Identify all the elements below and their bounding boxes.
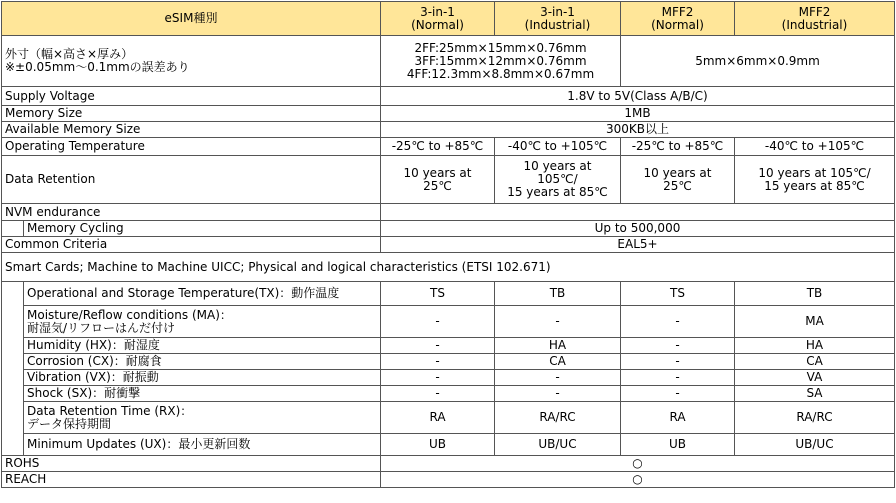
etsi-row-value: TB xyxy=(495,282,621,306)
etsi-row-value: CA xyxy=(495,354,621,370)
etsi-row-value: - xyxy=(381,386,495,402)
etsi-row-value: MA xyxy=(735,306,895,338)
supply-voltage-row xyxy=(2,87,895,106)
etsi-row xyxy=(2,306,895,338)
etsi-row-value: TS xyxy=(381,282,495,306)
data-retention-value: 10 years at 25℃ xyxy=(621,156,735,204)
header-mff2-industrial: MFF2 (Industrial) xyxy=(735,2,895,36)
etsi-row xyxy=(2,402,895,434)
header-esim-type: eSIM種別 xyxy=(2,2,381,36)
reach-value: ○ xyxy=(381,472,895,488)
nvm-endurance-row xyxy=(2,204,895,221)
etsi-row-value: - xyxy=(381,354,495,370)
header-3in1-industrial: 3-in-1 (Industrial) xyxy=(495,2,621,36)
etsi-row xyxy=(2,386,895,402)
etsi-row xyxy=(2,338,895,354)
header-3in1-normal: 3-in-1 (Normal) xyxy=(381,2,495,36)
etsi-row-value: HA xyxy=(735,338,895,354)
supply-voltage-value: 1.8V to 5V(Class A/B/C) xyxy=(381,87,895,106)
etsi-row-value: TB xyxy=(735,282,895,306)
common-criteria-value: EAL5+ xyxy=(381,237,895,253)
memory-cycling-label: Memory Cycling xyxy=(24,221,381,237)
memory-size-row xyxy=(2,106,895,122)
etsi-row-label: Operational and Storage Temperature(TX)：動作温度 xyxy=(24,282,381,306)
rohs-row xyxy=(2,456,895,472)
reach-row xyxy=(2,472,895,488)
etsi-row-value: - xyxy=(495,370,621,386)
dimensions-row xyxy=(2,36,895,87)
common-criteria-row xyxy=(2,237,895,253)
etsi-row-value: VA xyxy=(735,370,895,386)
memory-cycling-row xyxy=(2,221,895,237)
etsi-row-value: RA xyxy=(381,402,495,434)
etsi-row xyxy=(2,282,895,306)
etsi-row-label: Minimum Updates (UX)：最小更新回数 xyxy=(24,434,381,456)
data-retention-value: 10 years at 105℃/ 15 years at 85℃ xyxy=(495,156,621,204)
etsi-row-value: - xyxy=(495,306,621,338)
etsi-row-value: RA/RC xyxy=(735,402,895,434)
esim-spec-table xyxy=(1,1,895,488)
etsi-row-value: RA xyxy=(621,402,735,434)
etsi-row-value: UB xyxy=(381,434,495,456)
nvm-endurance-empty xyxy=(381,204,895,221)
etsi-row-label: Vibration (VX)：耐振動 xyxy=(24,370,381,386)
dimensions-label: 外寸（幅×高さ×厚み） ※±0.05mm～0.1mmの誤差あり xyxy=(2,36,381,87)
rohs-value: ○ xyxy=(381,456,895,472)
available-memory-row xyxy=(2,122,895,138)
supply-voltage-label: Supply Voltage xyxy=(2,87,381,106)
operating-temp-value: -40℃ to +105℃ xyxy=(735,138,895,156)
etsi-row-label: Shock (SX)：耐衝撃 xyxy=(24,386,381,402)
etsi-row xyxy=(2,370,895,386)
etsi-row-label: Corrosion (CX)：耐腐食 xyxy=(24,354,381,370)
indent-cell xyxy=(2,221,24,237)
etsi-heading-row xyxy=(2,253,895,282)
header-row xyxy=(2,2,895,36)
etsi-row-value: - xyxy=(381,370,495,386)
common-criteria-label: Common Criteria xyxy=(2,237,381,253)
operating-temp-value: -40℃ to +105℃ xyxy=(495,138,621,156)
etsi-row xyxy=(2,434,895,456)
operating-temp-value: -25℃ to +85℃ xyxy=(381,138,495,156)
etsi-row-value: - xyxy=(495,386,621,402)
etsi-row-value: - xyxy=(381,338,495,354)
etsi-row-value: - xyxy=(621,338,735,354)
etsi-row-value: UB xyxy=(621,434,735,456)
etsi-row xyxy=(2,354,895,370)
operating-temp-value: -25℃ to +85℃ xyxy=(621,138,735,156)
memory-size-value: 1MB xyxy=(381,106,895,122)
memory-size-label: Memory Size xyxy=(2,106,381,122)
etsi-row-label: Moisture/Reflow conditions (MA)： 耐湿気/リフローはんだ付け xyxy=(24,306,381,338)
rohs-label: ROHS xyxy=(2,456,381,472)
dimensions-mff2: 5mm×6mm×0.9mm xyxy=(621,36,895,87)
available-memory-value: 300KB以上 xyxy=(381,122,895,138)
etsi-row-value: - xyxy=(621,370,735,386)
data-retention-label: Data Retention xyxy=(2,156,381,204)
dimensions-3in1: 2FF:25mm×15mm×0.76mm 3FF:15mm×12mm×0.76mm 4FF:12.3mm×8.8mm×0.67mm xyxy=(381,36,621,87)
etsi-row-value: UB/UC xyxy=(735,434,895,456)
etsi-row-value: - xyxy=(621,354,735,370)
etsi-row-value: RA/RC xyxy=(495,402,621,434)
operating-temp-row xyxy=(2,138,895,156)
nvm-endurance-label: NVM endurance xyxy=(2,204,381,221)
memory-cycling-value: Up to 500,000 xyxy=(381,221,895,237)
etsi-row-value: - xyxy=(621,306,735,338)
data-retention-value: 10 years at 105℃/ 15 years at 85℃ xyxy=(735,156,895,204)
reach-label: REACH xyxy=(2,472,381,488)
etsi-row-label: Humidity (HX)：耐湿度 xyxy=(24,338,381,354)
operating-temp-label: Operating Temperature xyxy=(2,138,381,156)
data-retention-row xyxy=(2,156,895,204)
etsi-row-value: HA xyxy=(495,338,621,354)
etsi-row-label: Data Retention Time (RX)： データ保持期間 xyxy=(24,402,381,434)
etsi-row-value: SA xyxy=(735,386,895,402)
etsi-row-value: - xyxy=(621,386,735,402)
etsi-row-value: UB/UC xyxy=(495,434,621,456)
data-retention-value: 10 years at 25℃ xyxy=(381,156,495,204)
etsi-row-value: CA xyxy=(735,354,895,370)
etsi-row-value: TS xyxy=(621,282,735,306)
indent-cell xyxy=(2,282,24,456)
etsi-heading: Smart Cards; Machine to Machine UICC; Physical and logical characteristics (ETSI 102.671) xyxy=(2,253,895,282)
header-mff2-normal: MFF2 (Normal) xyxy=(621,2,735,36)
available-memory-label: Available Memory Size xyxy=(2,122,381,138)
etsi-row-value: - xyxy=(381,306,495,338)
